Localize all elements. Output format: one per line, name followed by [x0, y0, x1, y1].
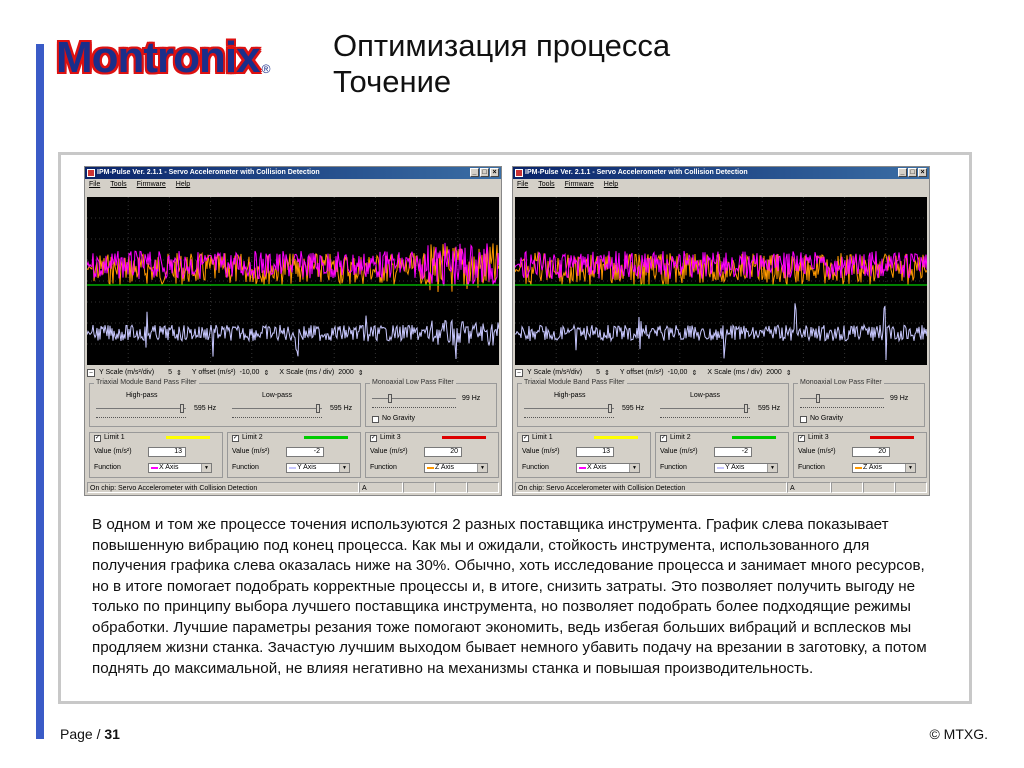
limit-1-value-input[interactable]: 13 — [576, 447, 614, 457]
limit-3-color-bar — [870, 436, 914, 439]
series-swatch — [717, 467, 724, 469]
limit-1-color-bar — [594, 436, 638, 439]
spin-icon[interactable]: ⇕ — [604, 369, 610, 377]
limit-group-2 — [655, 432, 789, 478]
limit-1-function-label: Function — [522, 464, 549, 471]
spin-icon[interactable]: ⇕ — [691, 369, 698, 377]
limit-1-function-select[interactable] — [576, 463, 640, 473]
limit-2-value-input[interactable]: -2 — [714, 447, 752, 457]
y-axis-trace — [87, 312, 499, 359]
limit-2-checkbox[interactable]: ✓ — [661, 435, 667, 441]
chevron-down-icon[interactable]: ▼ — [629, 464, 639, 472]
chevron-down-icon[interactable]: ▼ — [339, 464, 349, 472]
limit-group-1 — [517, 432, 651, 478]
lowpass-slider[interactable] — [372, 398, 456, 399]
description-text: В одном и том же процессе точения используются 2 разных поставщика инструмента. График слева показывает повышенную вибрацию под конец процесса. Как мы и ожидали, стойкость инструмента, использованного для получения графика слева оказалась ниже на 30%. Обычно, хоть исследование процесса и занимает много ресурсов, но в итоге помогает подобрать корректные процессы и, в итоге, снизить затраты. Это позволяет получить выгоду не только по принципу выбора лучшего поставщика инструмента, но позволяет подобрать более подходящие режимы обработки. Лучшие параметры резания тоже помогают экономить, ведь избегая больших вибраций и всплесков мы продляем жизни станка. Зачастую лучшим выходом бывает немного убавить подачу на врезании в заготовку, а потом поднять до максимальной, не влияя негативно на механизмы станка и повышая производительность. — [92, 516, 927, 677]
maximize-icon[interactable]: □ — [908, 168, 917, 177]
close-icon[interactable]: × — [490, 168, 499, 177]
status-cell — [467, 482, 499, 493]
limit-2-label: Limit 2 — [670, 434, 691, 441]
spin-icon[interactable]: ⇕ — [263, 369, 270, 377]
minimize-icon[interactable]: _ — [470, 168, 479, 177]
page-indicator — [60, 726, 120, 742]
slide-title-line2: Точение — [333, 64, 452, 99]
limit-1-checkbox[interactable]: ✓ — [95, 435, 101, 441]
no-gravity-checkbox[interactable] — [372, 416, 379, 423]
series-swatch — [289, 467, 296, 469]
limit-3-value-input[interactable]: 20 — [852, 447, 890, 457]
status-text: On chip: Servo Accelerometer with Collision Detection — [515, 482, 787, 493]
spin-icon[interactable]: ⇕ — [357, 369, 364, 377]
limit-2-function-value: Y Axis — [725, 464, 745, 471]
limit-2-color-bar — [304, 436, 348, 439]
limit-3-value-label: Value (m/s²) — [370, 448, 408, 455]
limit-group-2 — [227, 432, 361, 478]
app-window-left — [84, 166, 502, 496]
minimize-icon[interactable]: _ — [898, 168, 907, 177]
logo-wordmark: Montronix — [56, 33, 260, 82]
y-offset-value[interactable]: -10,00 — [239, 369, 260, 376]
lowpass-value: 99 Hz — [890, 395, 909, 402]
status-text: On chip: Servo Accelerometer with Collision Detection — [87, 482, 359, 493]
app-icon — [87, 169, 95, 177]
menu-bar — [513, 179, 929, 191]
lowpass-label: Monoaxial Low Pass Filter — [372, 379, 454, 386]
spin-icon[interactable]: ⇕ — [176, 369, 182, 377]
limit-1-value-label: Value (m/s²) — [522, 448, 560, 455]
chevron-down-icon[interactable]: ▼ — [201, 464, 211, 472]
no-gravity-checkbox[interactable] — [800, 416, 807, 423]
menu-firmware[interactable]: Firmware — [136, 181, 166, 188]
limit-2-function-label: Function — [232, 464, 259, 471]
signal-plot — [87, 197, 499, 365]
menu-tools[interactable]: Tools — [538, 181, 555, 188]
limit-3-function-label: Function — [798, 464, 825, 471]
slide-title-line1: Оптимизация процесса — [333, 28, 671, 63]
limit-1-color-bar — [166, 436, 210, 439]
close-icon[interactable]: × — [918, 168, 927, 177]
limit-2-function-label: Function — [660, 464, 687, 471]
limit-2-value-label: Value (m/s²) — [660, 448, 698, 455]
app-window-right — [512, 166, 930, 496]
series-swatch — [427, 467, 434, 469]
limit-2-function-select[interactable] — [286, 463, 350, 473]
slide-title — [333, 28, 670, 100]
high-pass-slider[interactable] — [96, 408, 186, 409]
limit-group-3 — [793, 432, 927, 478]
limit-2-function-select[interactable] — [714, 463, 778, 473]
status-bar — [515, 482, 927, 493]
chevron-down-icon[interactable]: ▼ — [905, 464, 915, 472]
maximize-icon[interactable]: □ — [480, 168, 489, 177]
status-cell — [403, 482, 435, 493]
lowpass-thumb[interactable] — [816, 394, 820, 403]
lowpass-value: 99 Hz — [462, 395, 481, 402]
window-titlebar[interactable] — [513, 167, 929, 179]
page-label: Page / — [60, 726, 101, 742]
limit-3-value-label: Value (m/s²) — [798, 448, 836, 455]
menu-help[interactable]: Help — [175, 181, 191, 188]
low-pass-label: Low-pass — [690, 392, 720, 399]
status-cell — [435, 482, 467, 493]
low-pass-slider[interactable] — [660, 408, 750, 409]
bandpass-filter-group — [517, 379, 789, 427]
slider-ticks — [372, 404, 456, 408]
low-pass-thumb[interactable] — [316, 404, 320, 413]
limit-1-label: Limit 1 — [532, 434, 553, 441]
limit-1-function-label: Function — [94, 464, 121, 471]
y-scale-label: Y Scale (m/s²/div) — [99, 369, 155, 376]
series-swatch — [151, 467, 158, 469]
bandpass-label: Triaxial Module Band Pass Filter — [96, 379, 197, 386]
copyright-text: © MTXG. — [929, 726, 988, 742]
limit-3-color-bar — [442, 436, 486, 439]
menu-bar — [85, 179, 501, 191]
status-cell — [831, 482, 863, 493]
registered-mark: ® — [261, 62, 271, 76]
status-bar — [87, 482, 499, 493]
series-swatch — [855, 467, 862, 469]
lowpass-slider[interactable] — [800, 398, 884, 399]
x-scale-value[interactable]: 2000 — [766, 369, 782, 376]
limit-3-function-label: Function — [370, 464, 397, 471]
x-scale-label: X Scale (ms / div) — [707, 369, 763, 376]
high-pass-thumb[interactable] — [608, 404, 612, 413]
limit-1-function-select[interactable] — [148, 463, 212, 473]
limit-2-label: Limit 2 — [242, 434, 263, 441]
high-pass-label: High-pass — [554, 392, 586, 399]
y-offset-label: Y offset (m/s²) — [619, 369, 664, 376]
page-number: 31 — [104, 726, 120, 742]
limit-group-3 — [365, 432, 499, 478]
limit-1-function-value: X Axis — [159, 464, 179, 471]
y-scale-label: Y Scale (m/s²/div) — [527, 369, 583, 376]
low-pass-thumb[interactable] — [744, 404, 748, 413]
limit-2-checkbox[interactable]: ✓ — [233, 435, 239, 441]
low-pass-value: 595 Hz — [330, 405, 353, 412]
limit-2-function-value: Y Axis — [297, 464, 317, 471]
scale-controls — [87, 367, 499, 378]
limit-3-checkbox[interactable]: ✓ — [371, 435, 377, 441]
y-axis-trace — [515, 303, 927, 360]
no-gravity-label: No Gravity — [810, 415, 844, 422]
high-pass-value: 595 Hz — [622, 405, 645, 412]
lowpass-label: Monoaxial Low Pass Filter — [800, 379, 882, 386]
slider-ticks — [660, 414, 750, 418]
slider-ticks — [96, 414, 186, 418]
limit-3-label: Limit 3 — [380, 434, 401, 441]
limit-3-function-value: Z Axis — [435, 464, 455, 471]
limit-2-value-label: Value (m/s²) — [232, 448, 270, 455]
slider-ticks — [524, 414, 614, 418]
limit-3-checkbox[interactable]: ✓ — [799, 435, 805, 441]
limit-1-value-label: Value (m/s²) — [94, 448, 132, 455]
window-title: IPM-Pulse Ver. 2.1.1 - Servo Accelerometer with Collision Detection — [97, 169, 320, 176]
signal-svg — [87, 197, 499, 365]
window-title: IPM-Pulse Ver. 2.1.1 - Servo Accelerometer with Collision Detection — [525, 169, 748, 176]
high-pass-value: 595 Hz — [194, 405, 217, 412]
accent-bar — [36, 44, 44, 739]
y-offset-label: Y offset (m/s²) — [191, 369, 236, 376]
high-pass-label: High-pass — [126, 392, 158, 399]
bandpass-label: Triaxial Module Band Pass Filter — [524, 379, 625, 386]
chevron-down-icon[interactable]: ▼ — [767, 464, 777, 472]
lowpass-filter-group — [793, 379, 925, 427]
status-indicator: A — [359, 482, 403, 493]
limit-1-function-value: X Axis — [587, 464, 607, 471]
limit-3-function-value: Z Axis — [863, 464, 883, 471]
limit-2-value-input[interactable]: -2 — [286, 447, 324, 457]
slider-ticks — [800, 404, 884, 408]
limit-1-checkbox[interactable]: ✓ — [523, 435, 529, 441]
spin-icon[interactable]: ⇕ — [785, 369, 792, 377]
slider-ticks — [232, 414, 322, 418]
signal-plot — [515, 197, 927, 365]
scale-controls — [515, 367, 927, 378]
status-cell — [863, 482, 895, 493]
status-cell — [895, 482, 927, 493]
limit-group-1 — [89, 432, 223, 478]
high-pass-thumb[interactable] — [180, 404, 184, 413]
series-swatch — [579, 467, 586, 469]
lowpass-thumb[interactable] — [388, 394, 392, 403]
menu-firmware[interactable]: Firmware — [564, 181, 594, 188]
montronix-logo — [56, 30, 270, 80]
y-scale-value[interactable]: 5 — [168, 369, 173, 376]
no-gravity-label: No Gravity — [382, 415, 416, 422]
limit-1-value-input[interactable]: 13 — [148, 447, 186, 457]
low-pass-value: 595 Hz — [758, 405, 781, 412]
menu-tools[interactable]: Tools — [110, 181, 127, 188]
limit-3-value-input[interactable]: 20 — [424, 447, 462, 457]
limit-3-function-select[interactable] — [852, 463, 916, 473]
collapse-button[interactable]: – — [515, 369, 523, 377]
limit-1-label: Limit 1 — [104, 434, 125, 441]
x-scale-value[interactable]: 2000 — [338, 369, 354, 376]
menu-file[interactable]: File — [517, 181, 529, 188]
limit-3-function-select[interactable] — [424, 463, 488, 473]
signal-svg — [515, 197, 927, 365]
collapse-button[interactable]: – — [87, 369, 95, 377]
high-pass-slider[interactable] — [524, 408, 614, 409]
lowpass-filter-group — [365, 379, 497, 427]
chevron-down-icon[interactable]: ▼ — [477, 464, 487, 472]
low-pass-slider[interactable] — [232, 408, 322, 409]
menu-help[interactable]: Help — [603, 181, 619, 188]
y-offset-value[interactable]: -10,00 — [667, 369, 688, 376]
limit-2-color-bar — [732, 436, 776, 439]
status-indicator: A — [787, 482, 831, 493]
y-scale-value[interactable]: 5 — [596, 369, 601, 376]
bandpass-filter-group — [89, 379, 361, 427]
low-pass-label: Low-pass — [262, 392, 292, 399]
menu-file[interactable]: File — [89, 181, 101, 188]
x-scale-label: X Scale (ms / div) — [279, 369, 335, 376]
limit-3-label: Limit 3 — [808, 434, 829, 441]
window-titlebar[interactable] — [85, 167, 501, 179]
app-icon — [515, 169, 523, 177]
